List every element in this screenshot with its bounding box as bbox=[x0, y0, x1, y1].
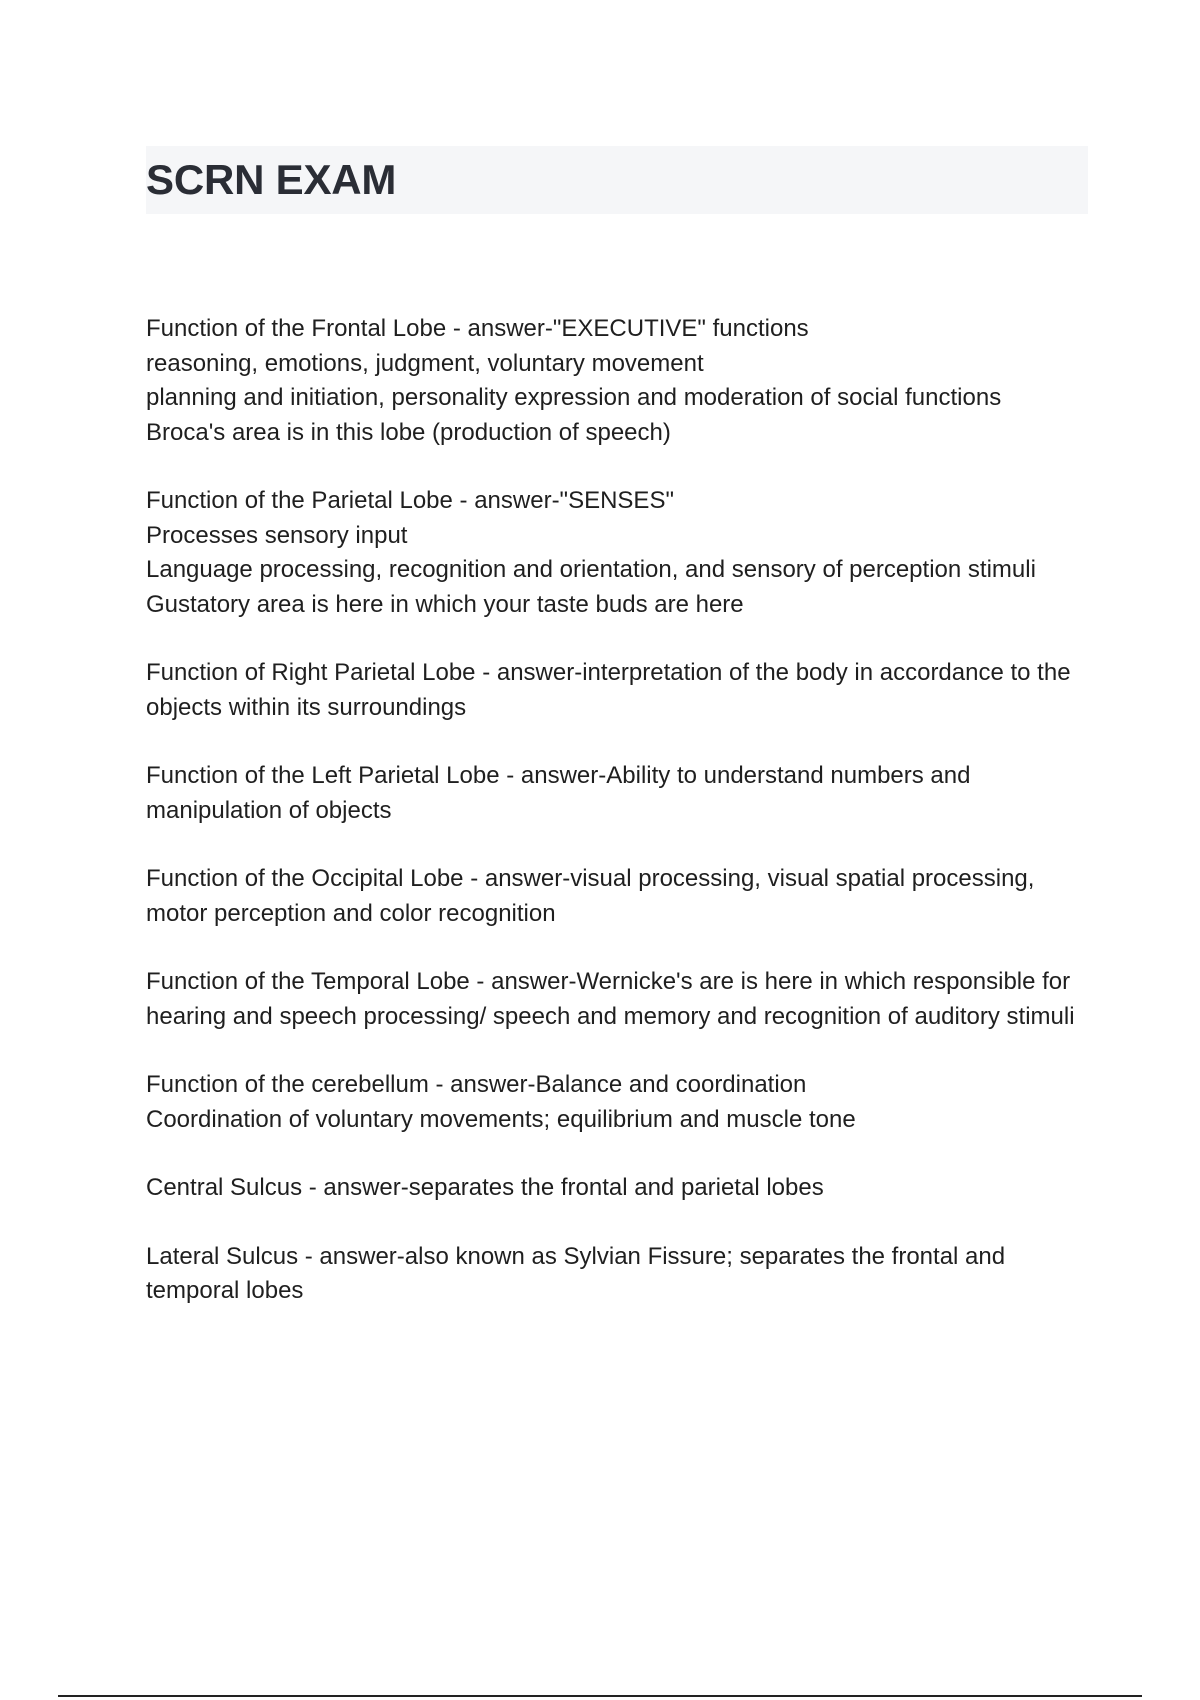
qa-entry-frontal-lobe bbox=[146, 312, 1086, 450]
qa-entry-left-parietal-lobe bbox=[146, 759, 1086, 828]
qa-line: Coordination of voluntary movements; equilibrium and muscle tone bbox=[146, 1105, 856, 1133]
qa-entry-occipital-lobe bbox=[146, 862, 1086, 931]
qa-line: Function of the cerebellum - answer-Balance and coordination bbox=[146, 1071, 807, 1098]
qa-list bbox=[146, 312, 1086, 1343]
qa-line: Lateral Sulcus - answer-also known as Sylvian Fissure; separates the frontal and temporal lobes bbox=[146, 1242, 1006, 1304]
qa-line: Function of the Frontal Lobe - answer-"EXECUTIVE" functions bbox=[146, 315, 809, 342]
qa-line: Central Sulcus - answer-separates the frontal and parietal lobes bbox=[146, 1174, 824, 1201]
qa-line: Function of the Parietal Lobe - answer-"SENSES" bbox=[146, 487, 674, 514]
footer-divider bbox=[58, 1695, 1142, 1697]
qa-line: Language processing, recognition and orientation, and sensory of perception stimuli bbox=[146, 556, 1036, 583]
qa-line: Function of the Left Parietal Lobe - answer-Ability to understand numbers and manipulation of objects bbox=[146, 762, 971, 824]
page-title: SCRN EXAM bbox=[146, 156, 397, 203]
qa-line: Function of Right Parietal Lobe - answer-interpretation of the body in accordance to the objects within its surroundings bbox=[146, 659, 1071, 721]
qa-line: Broca's area is in this lobe (production of speech) bbox=[146, 418, 671, 446]
qa-entry-central-sulcus bbox=[146, 1171, 1086, 1206]
qa-line: reasoning, emotions, judgment, voluntary movement bbox=[146, 349, 704, 377]
qa-line: Gustatory area is here in which your taste buds are here bbox=[146, 590, 744, 618]
qa-entry-cerebellum bbox=[146, 1068, 1086, 1137]
title-band bbox=[146, 146, 1088, 214]
qa-line: planning and initiation, personality expression and moderation of social functions bbox=[146, 384, 1002, 411]
qa-line: Function of the Temporal Lobe - answer-Wernicke's are is here in which responsible for hearing and speech processing/ speech and memory and recognition of auditory stimuli bbox=[146, 968, 1075, 1030]
qa-line: Function of the Occipital Lobe - answer-visual processing, visual spatial processing, motor perception and color recognition bbox=[146, 865, 1035, 927]
qa-entry-temporal-lobe bbox=[146, 965, 1086, 1034]
qa-entry-parietal-lobe bbox=[146, 484, 1086, 622]
qa-entry-lateral-sulcus bbox=[146, 1240, 1086, 1309]
qa-entry-right-parietal-lobe bbox=[146, 656, 1086, 725]
qa-line: Processes sensory input bbox=[146, 521, 408, 549]
